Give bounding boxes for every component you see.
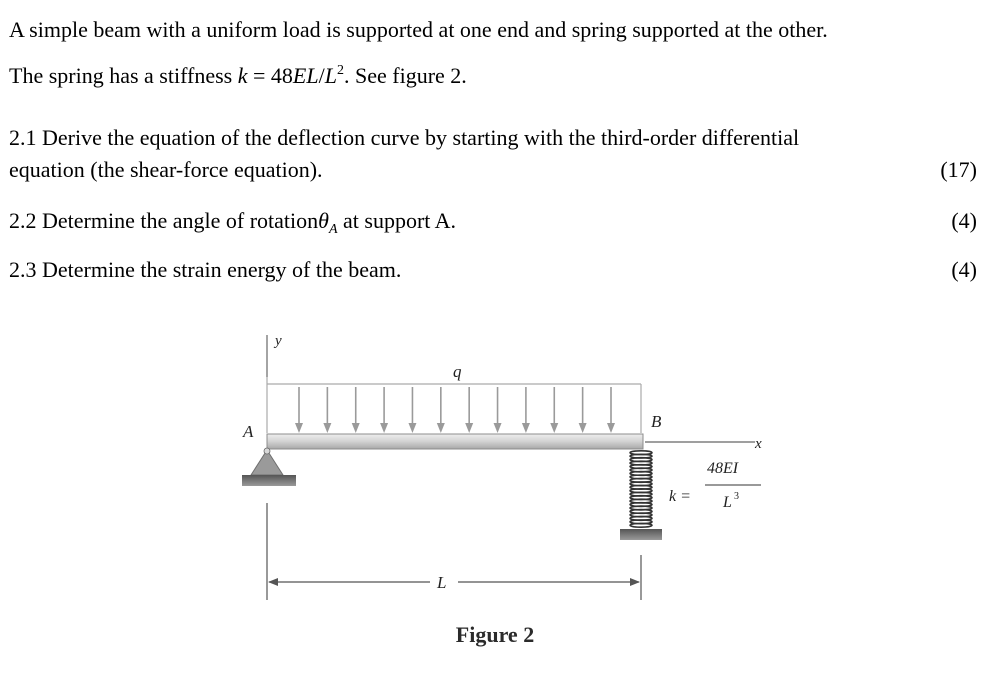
question-2-1-points: (17) bbox=[940, 157, 977, 182]
figure-caption: Figure 2 bbox=[455, 622, 535, 647]
load-arrow-head bbox=[579, 423, 587, 433]
load-arrow-head bbox=[494, 423, 502, 433]
stiffness-numerator: 48EI bbox=[707, 460, 739, 477]
intro-line-2 bbox=[9, 63, 467, 89]
load-arrow-head bbox=[352, 423, 360, 433]
question-2-2-points: (4) bbox=[951, 208, 977, 233]
beam-diagram bbox=[215, 315, 775, 620]
intro-text-2-suffix: . See figure 2. bbox=[343, 63, 467, 88]
dimension-arrow-right bbox=[630, 578, 640, 586]
stiffness-denominator: L bbox=[723, 494, 732, 511]
dimension-arrow-left bbox=[268, 578, 278, 586]
math-slash: / bbox=[318, 63, 325, 88]
pin-a bbox=[264, 448, 270, 454]
distributed-load-arrows bbox=[295, 387, 615, 433]
question-2-3-points: (4) bbox=[951, 257, 977, 282]
question-2-1-text-2: equation (the shear-force equation). bbox=[9, 157, 323, 182]
beam bbox=[267, 434, 643, 449]
support-a-label: A bbox=[243, 422, 254, 441]
math-EL: EL bbox=[292, 63, 319, 88]
stiffness-symbol-k: k bbox=[237, 63, 248, 88]
stiffness-exponent: 3 bbox=[734, 491, 739, 502]
support-b-label: B bbox=[651, 412, 662, 431]
intro-text-1: A simple beam with a uniform load is supported at one end and spring supported at the other. bbox=[9, 17, 828, 42]
question-2-1-line-1 bbox=[9, 125, 799, 151]
load-arrow-head bbox=[465, 423, 473, 433]
load-arrow-head bbox=[550, 423, 558, 433]
intro-line-1 bbox=[9, 17, 828, 43]
load-arrow-head bbox=[522, 423, 530, 433]
question-2-3 bbox=[9, 257, 401, 283]
intro-text-2-prefix: The spring has a stiffness bbox=[9, 63, 238, 88]
load-arrow-head bbox=[607, 423, 615, 433]
load-arrow-head bbox=[323, 423, 331, 433]
math-L: L bbox=[324, 63, 337, 88]
theta-subscript: A bbox=[328, 222, 338, 237]
spring-coil bbox=[630, 523, 652, 527]
math-exponent-2: 2 bbox=[336, 63, 344, 78]
intro-equals: = 48 bbox=[247, 63, 293, 88]
spring-support-b bbox=[630, 451, 652, 527]
ground-a bbox=[242, 475, 296, 486]
question-2-2-text-suffix: at support A. bbox=[337, 208, 457, 233]
x-axis-label: x bbox=[755, 436, 762, 452]
question-2-3-text: 2.3 Determine the strain energy of the beam. bbox=[9, 257, 402, 282]
load-arrow-head bbox=[295, 423, 303, 433]
question-2-1-line-2 bbox=[9, 157, 323, 183]
load-label-q: q bbox=[453, 362, 462, 381]
question-2-2-text-prefix: 2.2 Determine the angle of rotation bbox=[9, 208, 319, 233]
length-label: L bbox=[437, 573, 447, 592]
theta-symbol: θ bbox=[318, 208, 329, 233]
question-2-2 bbox=[9, 208, 457, 237]
y-axis-label: y bbox=[275, 333, 282, 349]
load-arrow-head bbox=[380, 423, 388, 433]
load-arrow-head bbox=[408, 423, 416, 433]
question-2-1-text-1: 2.1 Derive the equation of the deflection curve by starting with the third-order differential bbox=[9, 125, 800, 150]
stiffness-k-label: k = bbox=[669, 488, 691, 505]
load-arrow-head bbox=[437, 423, 445, 433]
ground-b bbox=[620, 529, 662, 540]
